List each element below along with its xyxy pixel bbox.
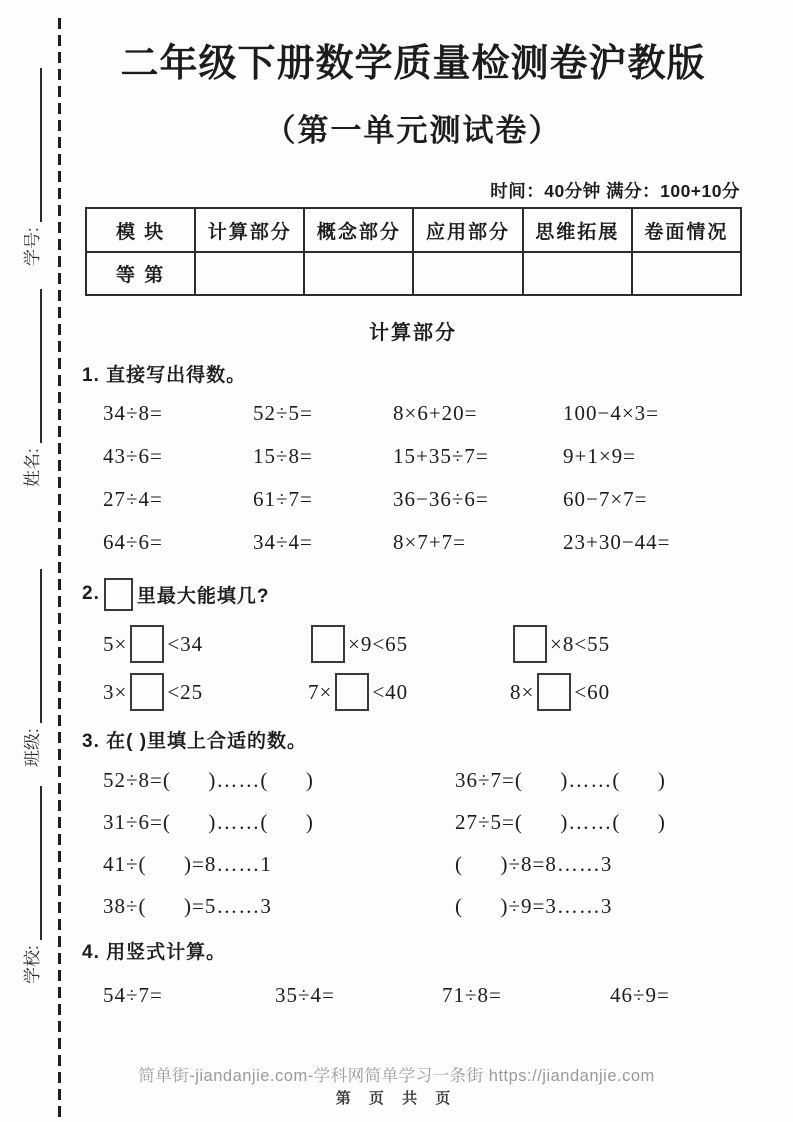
math-expression: 38÷( )=5……3	[103, 893, 272, 918]
math-expression: 15+35÷7=	[393, 444, 489, 469]
math-expression: 8×7+7=	[393, 530, 467, 555]
score-cell	[304, 252, 413, 295]
q2-item	[510, 625, 744, 663]
math-expression: 27÷4=	[103, 487, 163, 512]
exam-info: 时间：40分钟 满分：100+10分	[490, 181, 740, 202]
sidebar-field-name	[16, 289, 42, 487]
page-subtitle: （第一单元测试卷）	[264, 113, 562, 149]
dashed-cut-line	[58, 18, 61, 1122]
score-header-module: 模 块	[86, 208, 195, 252]
score-header-apply: 应用部分	[413, 208, 522, 252]
q1-row	[82, 478, 744, 521]
score-table-header-row	[86, 208, 741, 252]
answer-box	[513, 625, 547, 663]
q2-heading-text: 里最大能填几?	[136, 585, 270, 607]
math-expression: 35÷4=	[275, 982, 335, 1007]
answer-box	[311, 625, 345, 663]
math-expression: 34÷8=	[103, 401, 163, 426]
math-expression: 71÷8=	[442, 982, 502, 1007]
math-expression: 46÷9=	[610, 982, 670, 1007]
q4-heading: 4. 用竖式计算。	[82, 942, 227, 964]
math-expression: ( )÷9=3……3	[455, 893, 613, 918]
math-expression: <60	[574, 679, 611, 704]
student-id-label: 学号:	[23, 227, 42, 266]
math-expression: 64÷6=	[103, 530, 163, 555]
math-expression: 36−36÷6=	[393, 487, 489, 512]
paper-content	[82, 0, 744, 1012]
q2-item	[510, 673, 744, 711]
section-title: 计算部分	[369, 322, 457, 345]
math-expression: 9+1×9=	[563, 444, 637, 469]
q1-heading: 1. 直接写出得数。	[82, 365, 247, 387]
math-expression: 52÷8=( )……( )	[103, 767, 314, 792]
math-expression: ×9<65	[348, 631, 409, 656]
math-expression: 34÷4=	[253, 530, 313, 555]
score-cell	[632, 252, 741, 295]
school-blank-line	[16, 786, 42, 940]
sidebar-field-school	[16, 786, 42, 984]
score-header-calc: 计算部分	[195, 208, 304, 252]
score-cell	[523, 252, 632, 295]
math-expression: 41÷( )=8……1	[103, 851, 272, 876]
answer-box	[104, 578, 133, 611]
q2-row	[82, 620, 744, 668]
score-header-thinking: 思维拓展	[523, 208, 632, 252]
sidebar-field-student-id	[16, 68, 42, 266]
answer-box	[335, 673, 369, 711]
q4-row	[82, 978, 744, 1012]
page-title: 二年级下册数学质量检测卷沪教版	[120, 43, 706, 85]
math-expression: ( )÷8=8……3	[455, 851, 613, 876]
q2-heading	[82, 572, 744, 616]
math-expression: 36÷7=( )……( )	[455, 767, 666, 792]
q2-heading-number: 2.	[82, 583, 100, 605]
score-cell	[413, 252, 522, 295]
q3-row	[82, 801, 744, 843]
name-blank-line	[16, 289, 42, 443]
math-expression: 60−7×7=	[563, 487, 648, 512]
q1-row	[82, 392, 744, 435]
student-id-blank-line	[16, 68, 42, 222]
q1-row	[82, 435, 744, 478]
math-expression: 43÷6=	[103, 444, 163, 469]
answer-box	[130, 625, 164, 663]
q2-item	[308, 625, 510, 663]
footer-page-line: 第 页 共 页	[335, 1090, 458, 1107]
answer-box	[537, 673, 571, 711]
math-expression: 54÷7=	[103, 982, 163, 1007]
math-expression: 31÷6=( )……( )	[103, 809, 314, 834]
math-expression: 15÷8=	[253, 444, 313, 469]
name-label: 姓名:	[23, 448, 42, 487]
score-table	[85, 207, 742, 296]
q2-item	[103, 673, 308, 711]
q2-row	[82, 668, 744, 716]
score-table-grade-row	[86, 252, 741, 295]
math-expression: 23+30−44=	[563, 530, 671, 555]
q1-row	[82, 521, 744, 564]
q2-rows	[82, 620, 744, 716]
math-expression: 52÷5=	[253, 401, 313, 426]
math-expression: 5×	[103, 631, 128, 656]
math-expression: <25	[167, 679, 204, 704]
sidebar-field-class	[16, 569, 42, 767]
math-expression: <40	[372, 679, 409, 704]
math-expression: 8×6+20=	[393, 401, 478, 426]
math-expression: 7×	[308, 679, 333, 704]
q3-heading: 3. 在( )里填上合适的数。	[82, 731, 308, 753]
math-expression: 27÷5=( )……( )	[455, 809, 666, 834]
class-blank-line	[16, 569, 42, 723]
math-expression: ×8<55	[550, 631, 611, 656]
class-label: 班级:	[23, 728, 42, 767]
score-header-neatness: 卷面情况	[632, 208, 741, 252]
q3-row	[82, 759, 744, 801]
q3-row	[82, 843, 744, 885]
score-row-label: 等 第	[86, 252, 195, 295]
math-expression: 3×	[103, 679, 128, 704]
math-expression: 100−4×3=	[563, 401, 660, 426]
q3-rows	[82, 759, 744, 927]
q2-item	[103, 625, 308, 663]
math-expression: <34	[167, 631, 204, 656]
math-expression: 8×	[510, 679, 535, 704]
answer-box	[130, 673, 164, 711]
school-label: 学校:	[23, 945, 42, 984]
footer-site-line: 简单街-jiandanjie.com-学科网简单学习一条街 https://jiandanjie.com	[138, 1067, 655, 1085]
score-cell	[195, 252, 304, 295]
q1-rows	[82, 392, 744, 564]
q3-row	[82, 885, 744, 927]
math-expression: 61÷7=	[253, 487, 313, 512]
score-header-concept: 概念部分	[304, 208, 413, 252]
q2-item	[308, 673, 510, 711]
